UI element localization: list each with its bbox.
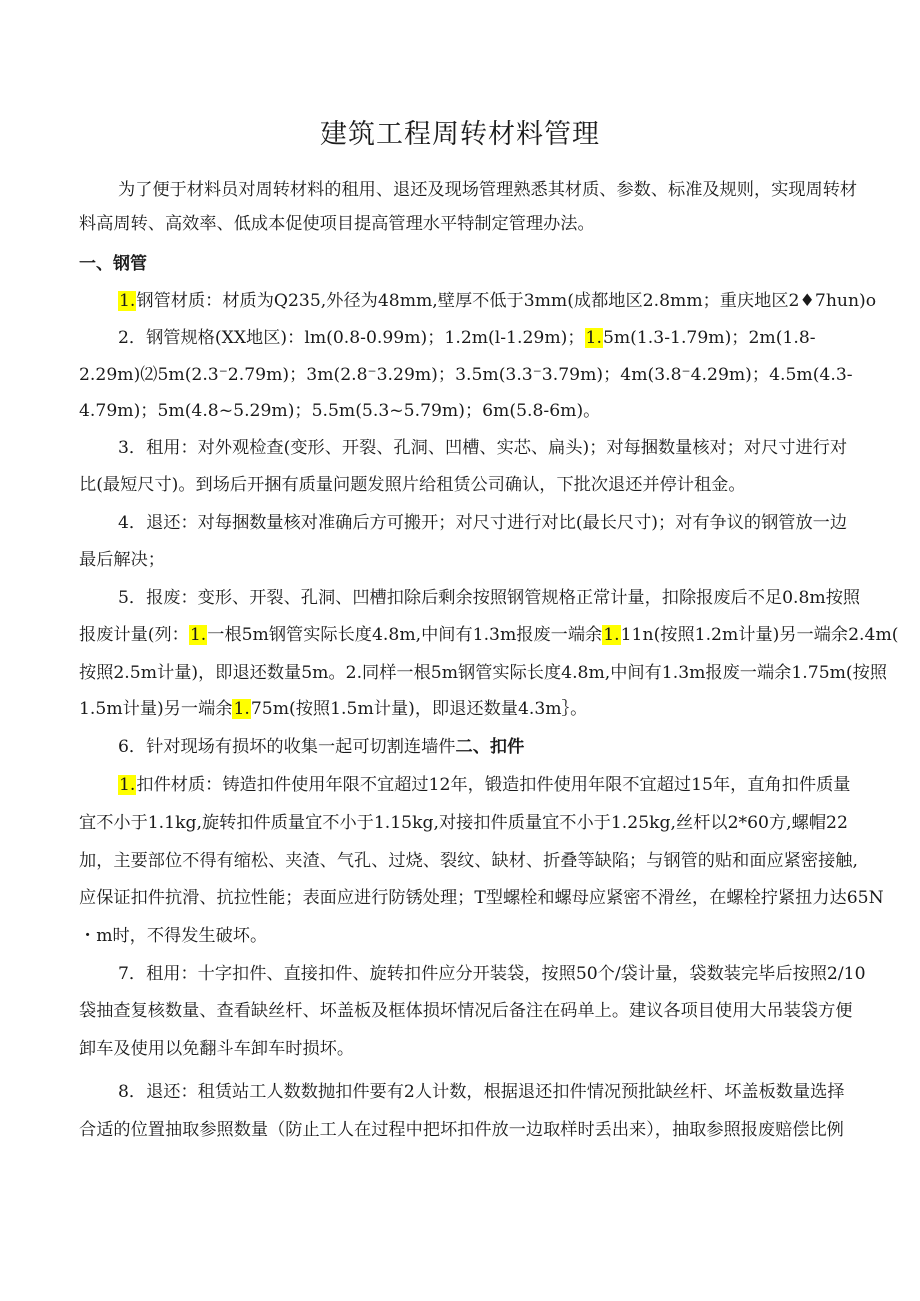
steel-pipe-rent-line-2: 比(最短尺寸)。到场后开捆有质量问题发照片给租赁公司确认，下批次退还并停计租金。 [79, 475, 746, 495]
document-title: 建筑工程周转材料管理 [320, 119, 600, 150]
steel-pipe-wall-tie-line [118, 733, 850, 761]
section-heading-fastener: 二、扣件 [455, 737, 525, 757]
scrap-text-e: 75m(按照1.5m计量)，即退还数量4.3m｝。 [250, 699, 588, 719]
steel-pipe-return-line-1: 4．退还：对每捆数量核对准确后方可搬开；对尺寸进行对比(最长尺寸)；对有争议的钢管放一边 [118, 513, 848, 533]
highlight-mark: 1. [585, 328, 602, 348]
steel-pipe-spec-line-1 [118, 324, 850, 352]
highlight-mark: 1. [603, 625, 620, 645]
fastener-material-line-1 [118, 771, 850, 799]
fastener-material-line-3: 加，主要部位不得有缩松、夹渣、气孔、过烧、裂纹、缺材、折叠等缺陷；与钢管的贴和面应紧密接触, [79, 851, 858, 871]
highlight-mark: 1. [119, 291, 136, 311]
fastener-return-line-1: 8．退还：租赁站工人数数抛扣件要有2人计数，根据退还扣件情况预批缺丝杆、坏盖板数量选择 [118, 1082, 845, 1102]
highlight-mark: 1. [189, 625, 207, 645]
scrap-text-c: 11n(按照1.2m计量)另一端余2.4m( [620, 625, 899, 645]
wall-tie-text: 6．针对现场有损坏的收集一起可切割连墙件 [118, 737, 456, 757]
intro-line-2: 料高周转、高效率、低成本促使项目提高管理水平特制定管理办法。 [79, 214, 595, 234]
steel-pipe-scrap-line-2 [79, 621, 899, 649]
steel-pipe-scrap-line-1: 5．报废：变形、开裂、孔洞、凹槽扣除后剩余按照钢管规格正常计量，扣除报废后不足0.8m按照 [118, 588, 861, 608]
steel-pipe-return-line-2: 最后解决； [79, 550, 165, 570]
fastener-material-text: 扣件材质：铸造扣件使用年限不宜超过12年，锻造扣件使用年限不宜超过15年，直角扣件质量 [136, 775, 851, 795]
fastener-rent-line-1: 7．租用：十字扣件、直接扣件、旋转扣件应分开装袋，按照50个/袋计量，袋数装完毕后按照2/10 [118, 964, 866, 984]
scrap-text-a: 报废计量(列： [79, 625, 189, 645]
steel-pipe-scrap-line-3: 按照2.5m计量)，即退还数量5m。2.同样一根5m钢管实际长度4.8m,中间有1.3m报废一端余1.75m(按照 [79, 663, 888, 683]
fastener-material-line-5: ・m时，不得发生破坏。 [79, 926, 268, 946]
fastener-material-line-2: 宜不小于1.1kg,旋转扣件质量宜不小于1.15kg,对接扣件质量宜不小于1.25kg,丝杆以2*60方,螺帽22 [79, 813, 848, 833]
scrap-text-d: 1.5m计量)另一端余 [79, 699, 233, 719]
highlight-mark: 1. [233, 699, 250, 719]
steel-pipe-material [118, 287, 877, 315]
fastener-material-line-4: 应保证扣件抗滑、抗拉性能；表面应进行防锈处理；T型螺栓和螺母应紧密不滑丝，在螺栓拧紧扭力达65N [79, 888, 884, 908]
spec-text-b: 5m(1.3-1.79m)；2m(1.8- [602, 328, 816, 348]
intro-line-1: 为了便于材料员对周转材料的租用、退还及现场管理熟悉其材质、参数、标准及规则，实现周转材 [118, 180, 858, 200]
steel-pipe-spec-line-3: 4.79m)；5m(4.8~5.29m)；5.5m(5.3~5.79m)；6m(5.8-6m)。 [79, 401, 601, 421]
fastener-rent-line-3: 卸车及使用以免翻斗车卸车时损坏。 [79, 1039, 355, 1059]
spec-text-a: 2．钢管规格(XX地区)：lm(0.8-0.99m)；1.2m(l-1.29m)； [118, 328, 585, 348]
highlight-mark: 1. [119, 775, 136, 795]
steel-pipe-spec-line-2: 2.29m)⑵5m(2.3⁻2.79m)；3m(2.8⁻3.29m)；3.5m(3.3⁻3.79m)；4m(3.8⁻4.29m)；4.5m(4.3- [79, 365, 853, 385]
steel-pipe-material-text: 钢管材质：材质为Q235,外径为48mm,壁厚不低于3mm(成都地区2.8mm；重庆地区2♦7hun)o [136, 291, 877, 311]
fastener-return-line-2: 合适的位置抽取参照数量（防止工人在过程中把坏扣件放一边取样时丢出来），抽取参照报废赔偿比例 [79, 1120, 844, 1140]
steel-pipe-scrap-line-4 [79, 695, 849, 723]
scrap-text-b: 一根5m钢管实际长度4.8m,中间有1.3m报废一端余 [207, 625, 603, 645]
fastener-rent-line-2: 袋抽查复核数量、查看缺丝杆、坏盖板及框体损坏情况后备注在码单上。建议各项目使用大吊装袋方便 [79, 1001, 853, 1021]
steel-pipe-rent-line-1: 3．租用：对外观检查(变形、开裂、孔洞、凹槽、实芯、扁头)；对每捆数量核对；对尺寸进行对 [118, 438, 848, 458]
section-heading-steel-pipe: 一、钢管 [79, 254, 147, 274]
